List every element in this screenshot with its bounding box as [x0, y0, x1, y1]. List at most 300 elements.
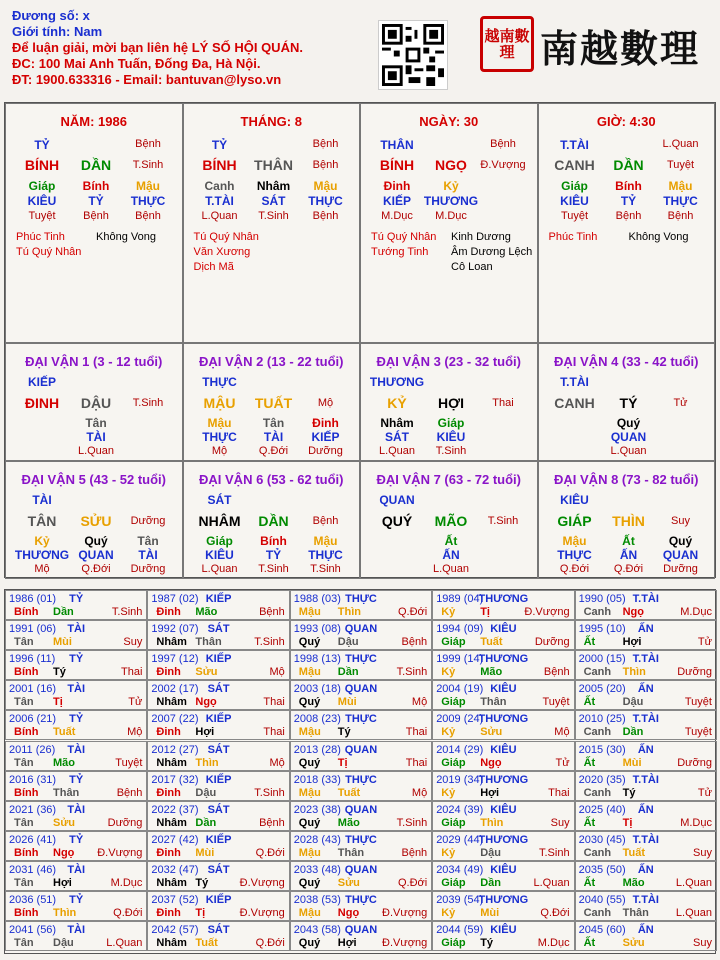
year-cell — [432, 801, 574, 831]
year-shen: KIẾP — [205, 773, 232, 786]
pillar-shen: THÂN — [380, 138, 414, 152]
pillar-stage-2: Đ.Vượng — [480, 159, 526, 171]
dai-van-can: CANH — [554, 395, 595, 411]
dai-van-cell — [538, 461, 716, 579]
year-cell — [5, 861, 147, 891]
year-cell — [5, 921, 147, 951]
year-cell — [290, 921, 432, 951]
hidden-stem: Tân — [85, 416, 107, 430]
year-can: Nhâm — [156, 816, 187, 829]
dai-van-shen: QUAN — [379, 493, 415, 507]
year-cell — [147, 741, 289, 771]
year-label: 2027 (42) — [151, 833, 199, 846]
year-cell — [432, 741, 574, 771]
year-can: Ất — [583, 876, 596, 889]
year-label: 1988 (03) — [293, 593, 341, 605]
hidden-stage: Q.Đới — [81, 563, 111, 575]
year-label: 2015 (30) — [578, 743, 626, 756]
year-stage: Thai — [405, 756, 428, 769]
hidden-stem: Mậu — [313, 179, 338, 193]
year-shen: T.TÀI — [632, 653, 659, 666]
year-cell — [147, 861, 289, 891]
year-chi: Dậu — [622, 696, 644, 709]
hidden-god: THỰC — [308, 194, 343, 208]
year-stage: Bệnh — [116, 786, 143, 799]
year-can: Mậu — [298, 666, 321, 679]
dai-van-title: ĐẠI VẬN 1 (3 - 12 tuổi) — [25, 354, 163, 369]
hidden-stem: Giáp — [28, 179, 56, 193]
year-chi: Sửu — [337, 876, 360, 889]
dai-van-chi: DẦN — [258, 513, 289, 529]
year-chi: Ngọ — [53, 846, 75, 859]
hidden-stage: L.Quan — [77, 445, 115, 457]
year-chi: Tý — [480, 937, 494, 950]
year-label: 2039 (54) — [436, 894, 484, 906]
year-label: 2018 (33) — [293, 773, 341, 786]
year-can: Tân — [14, 816, 34, 829]
star-right: Không Vong — [96, 231, 156, 243]
year-shen: QUAN — [344, 803, 378, 816]
pillar-title: NGÀY: 30 — [419, 114, 479, 129]
year-chi: Dần — [53, 606, 74, 618]
hidden-god: THỰC — [130, 194, 166, 208]
year-shen: TỶ — [69, 653, 84, 666]
year-cell — [432, 710, 574, 740]
year-chi: Mùi — [53, 636, 72, 649]
star-right: Không Vong — [628, 231, 689, 243]
hidden-stage: T.Sinh — [435, 445, 467, 457]
year-can: Mậu — [298, 846, 321, 859]
year-shen: THƯƠNG — [478, 653, 529, 666]
star-left: Phúc Tinh — [16, 231, 65, 243]
year-stage: L.Quan — [106, 937, 143, 950]
year-chi: Tý — [622, 786, 636, 799]
year-label: 2034 (49) — [436, 863, 484, 876]
year-label: 2006 (21) — [9, 713, 57, 726]
hidden-god: KIÊU — [27, 194, 57, 208]
year-cell — [432, 831, 574, 861]
year-can: Giáp — [441, 937, 466, 950]
year-stage: Đ.Vượng — [382, 937, 428, 950]
year-chi: Thìn — [53, 907, 77, 919]
year-label: 1997 (12) — [151, 653, 199, 666]
hidden-stage: L.Quan — [201, 563, 238, 575]
year-can: Nhâm — [156, 937, 187, 950]
year-label: 2038 (53) — [293, 894, 341, 906]
hidden-stem: Tân — [262, 416, 285, 430]
year-stage: Thai — [120, 666, 143, 679]
year-shen: SÁT — [207, 924, 230, 937]
hidden-god: THỰC — [202, 430, 237, 444]
pillar-stage-2: Bệnh — [312, 159, 339, 171]
year-can: Canh — [583, 846, 612, 859]
hidden-stem: Nhâm — [256, 179, 291, 193]
year-cell — [147, 650, 289, 680]
year-stage: Tuyệt — [542, 696, 570, 709]
year-cell — [147, 831, 289, 861]
year-chi: Mão — [622, 876, 645, 889]
year-stage: Q.Đới — [255, 846, 285, 859]
year-chi: Dậu — [480, 846, 501, 859]
year-cell — [575, 741, 717, 771]
year-shen: SÁT — [207, 623, 230, 636]
year-chi: Dậu — [195, 786, 217, 799]
year-label: 2032 (47) — [151, 863, 199, 876]
year-can: Quý — [298, 756, 321, 769]
hidden-god: TỶ — [88, 194, 104, 208]
year-stage: Suy — [550, 816, 570, 829]
year-cell — [147, 590, 289, 620]
hidden-stage: Mộ — [211, 445, 228, 457]
year-shen: ẤN — [637, 924, 654, 937]
year-can: Giáp — [441, 696, 466, 709]
year-stage: Thai — [263, 726, 285, 739]
year-stage: Bệnh — [543, 666, 570, 679]
year-can: Giáp — [441, 636, 466, 649]
year-can: Mậu — [298, 606, 321, 618]
year-stage: Tuyệt — [684, 726, 712, 739]
dai-van-stage: Bệnh — [312, 515, 339, 527]
year-label: 2042 (57) — [151, 924, 199, 937]
year-can: Canh — [583, 907, 612, 919]
year-label: 2040 (55) — [578, 894, 626, 906]
star-left: Dịch Mã — [193, 261, 234, 273]
year-shen: KIẾP — [205, 833, 232, 846]
qr-code-icon[interactable] — [378, 20, 448, 90]
year-shen: KIẾP — [205, 894, 232, 906]
year-stage: Tử — [697, 636, 712, 649]
year-chi: Mão — [337, 816, 360, 829]
hidden-stem: Nhâm — [380, 416, 414, 430]
year-can: Tân — [14, 636, 34, 649]
year-label: 1989 (04) — [436, 593, 484, 605]
year-label: 2037 (52) — [151, 894, 199, 906]
year-shen: KIÊU — [490, 803, 517, 816]
year-can: Nhâm — [156, 756, 187, 769]
pillar-title: GIỜ: 4:30 — [596, 114, 656, 129]
year-chi: Tuất — [480, 636, 503, 649]
year-shen: THỰC — [345, 833, 377, 846]
year-stage: T.Sinh — [111, 606, 143, 618]
dai-van-shen: KIÊU — [560, 493, 589, 507]
year-cell — [575, 831, 717, 861]
hidden-god: SÁT — [385, 430, 409, 444]
dai-van-can: KỶ — [387, 395, 407, 411]
year-cell — [147, 891, 289, 921]
year-cell — [290, 590, 432, 620]
address: ĐC: 100 Mai Anh Tuấn, Đống Đa, Hà Nội. — [12, 56, 261, 71]
year-stage: Bệnh — [401, 846, 428, 859]
year-cell — [432, 861, 574, 891]
year-cell — [5, 741, 147, 771]
year-can: Bính — [14, 846, 39, 859]
dai-van-chi: HỢI — [438, 395, 464, 411]
year-shen: ẤN — [637, 743, 654, 756]
year-shen: TỶ — [69, 713, 84, 726]
hidden-stage: Q.Đới — [559, 563, 590, 575]
pillar-shen: T.TÀI — [560, 138, 589, 152]
year-stage: L.Quan — [533, 876, 570, 889]
year-can: Canh — [583, 726, 612, 739]
star-left: Tú Quý Nhân — [16, 246, 82, 258]
year-stage: Dưỡng — [534, 636, 570, 649]
hidden-stem: Canh — [204, 179, 235, 193]
dai-van-shen: THƯƠNG — [369, 375, 425, 389]
year-chi: Dần — [337, 666, 359, 679]
year-shen: THỰC — [345, 773, 377, 786]
year-can: Quý — [298, 937, 321, 950]
year-can: Bính — [14, 666, 39, 679]
year-can: Canh — [583, 606, 612, 618]
year-label: 2014 (29) — [436, 743, 484, 756]
owner-name: Đương số: x — [12, 8, 90, 23]
year-stage: Thai — [263, 696, 285, 709]
pillar-can: CANH — [554, 157, 595, 173]
year-cell — [575, 620, 717, 650]
year-shen: THƯƠNG — [478, 593, 529, 605]
year-label: 2001 (16) — [9, 683, 57, 696]
year-cell — [432, 620, 574, 650]
year-shen: KIẾP — [205, 593, 232, 605]
hidden-stem: Đinh — [312, 416, 339, 430]
year-stage: T.Sinh — [539, 846, 570, 859]
year-cell — [575, 771, 717, 801]
year-chi: Dần — [622, 726, 644, 739]
hidden-stage: Bệnh — [667, 210, 694, 222]
year-chi: Thìn — [622, 666, 646, 679]
year-can: Nhâm — [156, 636, 187, 649]
pillar-stage: Bệnh — [135, 138, 161, 150]
year-label: 1999 (14) — [436, 653, 484, 666]
dai-van-chi: SỬU — [80, 513, 112, 529]
year-can: Bính — [14, 786, 39, 799]
year-label: 1995 (10) — [578, 623, 626, 636]
year-label: 1991 (06) — [9, 623, 57, 636]
hidden-stem: Bính — [615, 179, 642, 193]
year-cell — [5, 891, 147, 921]
year-cell — [432, 921, 574, 951]
dai-van-shen: TÀI — [32, 493, 52, 507]
year-label: 2019 (34) — [436, 773, 484, 786]
year-label: 1986 (01) — [9, 593, 57, 605]
year-stage: Tử — [128, 696, 143, 709]
year-label: 2007 (22) — [151, 713, 199, 726]
year-label: 2036 (51) — [9, 894, 57, 906]
year-shen: ẤN — [637, 863, 654, 876]
gender: Giới tính: Nam — [12, 24, 103, 39]
year-stage: Tuyệt — [684, 696, 712, 709]
hidden-stage: T.Sinh — [258, 210, 289, 222]
dai-van-title: ĐẠI VẬN 3 (23 - 32 tuổi) — [376, 354, 521, 369]
year-chi: Hợi — [480, 786, 500, 799]
year-stage: M.Dục — [680, 816, 712, 829]
year-cell — [290, 771, 432, 801]
hidden-stem: Tân — [137, 534, 159, 548]
seal-logo: 越南數理 — [480, 16, 534, 72]
year-label: 2041 (56) — [9, 924, 57, 937]
hidden-stem: Ất — [444, 534, 458, 548]
year-stage: Dưỡng — [677, 756, 712, 769]
pillar-stage: L.Quan — [662, 138, 699, 150]
star-left: Phúc Tinh — [548, 231, 598, 243]
year-stage: Đ.Vượng — [382, 907, 428, 919]
hidden-god: QUAN — [78, 548, 114, 562]
year-shen: QUAN — [344, 924, 378, 937]
year-can: Bính — [14, 907, 39, 919]
year-stage: Mộ — [127, 726, 143, 739]
year-chi: Mùi — [195, 846, 215, 859]
hidden-stem: Ất — [622, 534, 635, 548]
year-chi: Mão — [195, 606, 218, 618]
phone-email: ĐT: 1900.633316 - Email: bantuvan@lyso.vn — [12, 72, 282, 87]
year-chi: Tị — [337, 756, 348, 769]
pillar-title: THÁNG: 8 — [240, 114, 302, 129]
year-label: 2003 (18) — [293, 683, 341, 696]
year-cell — [290, 831, 432, 861]
hidden-stage: Dưỡng — [663, 563, 698, 575]
dai-van-chi: TUẤT — [254, 395, 293, 411]
hidden-god: TÀI — [263, 430, 284, 444]
year-cell — [5, 650, 147, 680]
year-shen: TÀI — [67, 803, 86, 816]
pillar-can: BÍNH — [202, 157, 237, 173]
year-shen: TỶ — [69, 833, 84, 846]
year-chi: Sửu — [195, 666, 218, 679]
year-label: 2009 (24) — [436, 713, 484, 726]
dai-van-stage: Suy — [671, 515, 690, 527]
star-left: Tướng Tinh — [371, 246, 429, 258]
year-shen: ẤN — [637, 683, 654, 696]
star-right: Âm Dương Lệch — [451, 246, 533, 258]
dai-van-stage: Dưỡng — [130, 515, 166, 527]
year-cell — [575, 710, 717, 740]
year-shen: T.TÀI — [632, 833, 659, 846]
year-label: 2012 (27) — [151, 743, 199, 756]
hidden-god: THỰC — [663, 194, 698, 208]
year-cell — [5, 590, 147, 620]
year-stage: Mộ — [269, 666, 285, 679]
year-stage: Suy — [123, 636, 143, 649]
hidden-god: TỶ — [265, 548, 282, 562]
hidden-stem: Kỷ — [34, 534, 50, 548]
year-shen: KIÊU — [490, 924, 517, 937]
dai-van-can: ĐINH — [24, 395, 60, 411]
year-chi: Hợi — [622, 636, 642, 649]
year-shen: SÁT — [207, 743, 230, 756]
hidden-stem: Mậu — [207, 416, 232, 430]
pillar-chi: NGỌ — [435, 157, 467, 173]
pillar-cell — [5, 103, 183, 343]
year-label: 2031 (46) — [9, 863, 57, 876]
year-cell — [290, 650, 432, 680]
year-shen: THỰC — [345, 653, 377, 666]
year-label: 2043 (58) — [293, 924, 341, 937]
hidden-stage: M.Dục — [381, 210, 413, 222]
hidden-god: KIẾP — [311, 430, 340, 444]
hidden-stem: Giáp — [206, 534, 233, 548]
year-chi: Ngọ — [480, 756, 502, 769]
hidden-god: THỰC — [308, 548, 343, 562]
year-chi: Tuất — [622, 846, 645, 859]
hidden-stem: Mậu — [313, 534, 338, 548]
pillar-chi: DẦN — [80, 157, 112, 173]
hidden-god: THƯƠNG — [14, 548, 70, 562]
dai-van-stage: Mộ — [317, 397, 334, 409]
dai-van-cell — [5, 343, 183, 461]
year-shen: ẤN — [637, 803, 654, 816]
year-label: 2029 (44) — [436, 833, 484, 846]
year-chi: Dậu — [53, 937, 74, 950]
year-label: 2033 (48) — [293, 863, 341, 876]
hidden-god: KIÊU — [436, 430, 466, 444]
year-label: 2010 (25) — [578, 713, 626, 726]
pillar-shen: TỶ — [211, 138, 228, 152]
year-can: Canh — [583, 786, 612, 799]
pillar-stage-2: Tuyệt — [666, 159, 695, 171]
hidden-god: QUAN — [610, 430, 647, 444]
year-shen: TÀI — [67, 683, 86, 696]
hidden-stage: Bệnh — [83, 210, 109, 222]
year-stage: Bệnh — [259, 816, 285, 829]
year-label: 2002 (17) — [151, 683, 199, 696]
year-label: 2045 (60) — [578, 924, 626, 937]
year-can: Kỷ — [441, 666, 456, 679]
hidden-stem: Mậu — [668, 179, 693, 193]
year-label: 2005 (20) — [578, 683, 626, 696]
year-cell — [290, 891, 432, 921]
hidden-stem: Quý — [616, 416, 641, 430]
hidden-god: SÁT — [261, 194, 286, 208]
year-cell — [290, 620, 432, 650]
pillar-can: BÍNH — [379, 157, 415, 173]
dai-van-chi: DẬU — [80, 395, 112, 411]
year-label: 2024 (39) — [436, 803, 484, 816]
year-chi: Ngọ — [195, 696, 217, 709]
year-stage: T.Sinh — [254, 636, 285, 649]
hidden-stem: Kỷ — [443, 179, 459, 193]
pillar-stage: Bệnh — [312, 138, 339, 150]
hidden-stage: T.Sinh — [310, 563, 341, 575]
year-cell — [575, 650, 717, 680]
year-chi: Ngọ — [337, 907, 360, 919]
year-chi: Mão — [53, 756, 75, 769]
year-can: Ất — [583, 937, 596, 950]
year-stage: Mộ — [411, 696, 428, 709]
hidden-stage: Mộ — [34, 563, 50, 575]
year-can: Bính — [14, 606, 39, 618]
year-label: 2013 (28) — [293, 743, 341, 756]
year-shen: TÀI — [67, 924, 86, 937]
hidden-stage: L.Quan — [201, 210, 238, 222]
year-stage: Tử — [555, 756, 570, 769]
year-shen: KIÊU — [490, 863, 517, 876]
year-cell — [147, 921, 289, 951]
year-chi: Thìn — [337, 606, 362, 618]
year-can: Tân — [14, 937, 34, 950]
pillar-cell — [360, 103, 538, 343]
year-chi: Thìn — [480, 816, 504, 829]
year-chi: Tuất — [337, 786, 361, 799]
year-can: Quý — [298, 876, 321, 889]
year-label: 2016 (31) — [9, 773, 57, 786]
year-can: Ất — [583, 816, 596, 829]
year-cell — [147, 801, 289, 831]
year-cell — [432, 680, 574, 710]
year-stage: Q.Đới — [397, 876, 428, 889]
hidden-stage: Q.Đới — [613, 563, 644, 575]
year-cell — [147, 710, 289, 740]
year-shen: THƯƠNG — [478, 773, 529, 786]
